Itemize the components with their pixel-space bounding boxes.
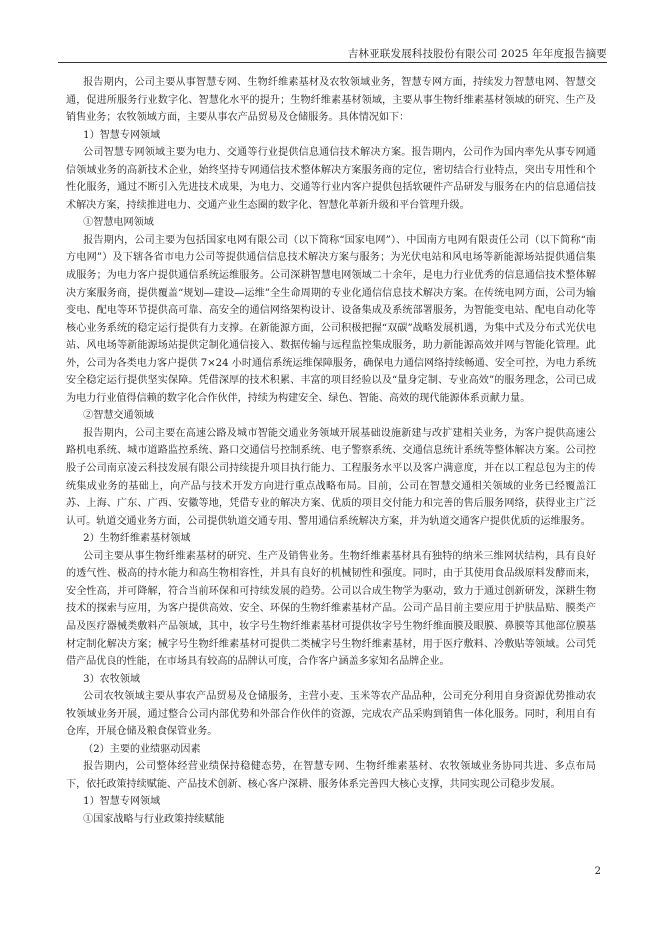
page-header <box>0 0 662 62</box>
paragraph-smart-private-network: 公司智慧专网领域主要为电力、交通等行业提供信息通信技术解决方案。报告期内，公司作为国内率先从事专网通信领域业务的高新技术企业，始终坚持专网通信技术整体解决方案服务商的定位，密切结合行业特点，突出专用性和个性化服务，通过不断引入先进技术成果，为电力、交通等行业内客户提供包括软硬件产品研发与服务在内的信息通信技术解决方案，持续推进电力、交通产业生态圈的数字化、智慧化革新升级和平台管理升级。 <box>66 147 596 211</box>
paragraph-bio-cellulose: 公司主要从事生物纤维素基材的研究、生产及销售业务。生物纤维素基材具有独特的纳米三维网状结构，具有良好的透气性、极高的持水能力和高生物相容性，并具有良好的机械韧性和强度。同时，由于其使用食品级原料发酵而来，安全性高，并可降解，符合当前环保和可持续发展的趋势。公司以合成生物学为驱动，致力于通过创新研发，深耕生物技术的探索与应用，为客户提供高效、安全、环保的生物纤维素基材产品。公司产品目前主要应用于护肤品贴、膜类产品及医疗器械类敷料产品领域，其中，妆字号生物纤维素基材可提供妆字号生物纤维面膜及眼膜、鼻膜等其他部位膜基材定制化解决方案；械字号生物纤维素基材可提供二类械字号生物纤维素基材，用于医疗敷料、冷敷贴等领域。公司凭借产品优良的性能，在市场具有较高的品牌认可度，合作客户涵盖多家知名品牌企业。 <box>66 550 596 668</box>
header-divider <box>58 62 607 63</box>
paragraph-agriculture: 公司农牧领域主要从事农产品贸易及仓储服务，主营小麦、玉米等农产品品种，公司充分利用自身资源优势推动农牧领域业务开展，通过整合公司内部优势和外部合作伙伴的资源，完成农产品采购到销售一体化服务。同时，利用自有仓库，开展仓储及粮食保管业务。 <box>66 691 596 738</box>
heading-performance-drivers: （2）主要的业绩驱动因素 <box>83 743 201 755</box>
heading-policy-empowerment: ①国家战略与行业政策持续赋能 <box>83 813 225 825</box>
heading-agriculture: 3）农牧领域 <box>83 673 141 685</box>
paragraph-smart-grid: 报告期内，公司主要为包括国家电网有限公司（以下简称“国家电网”）、中国南方电网有限责任公司（以下简称“南方电网”）及下辖各省市电力公司等提供通信信息技术解决方案与服务；为光伏电站和风电场等新能源场站提供通信集成服务；为电力客户提供通信系统运维服务。公司深耕智慧电网领域二十余年，是电力行业优秀的信息通信技术整体解决方案服务商，提供覆盖“规划—建设—运维”全生命周期的专业化通信信息技术解决方案。在传统电网方面，公司为输变电、配电等环节提供高可靠、高安全的通信网络架构设计、设备集成及系统部署服务，为智能变电站、配电自动化等核心业务系统的稳定运行提供有力支撑。在新能源方面，公司积极把握“双碳”战略发展机遇，为集中式及分布式光伏电站、风电场等新能源场站提供定制化通信接入、数据传输与远程监控集成服务，助力新能源高效并网与智能化管理。此外，公司为各类电力客户提供 7×24 小时通信系统运维保障服务，确保电力通信网络持续畅通、安全可控，为电力系统安全稳定运行提供坚实保障。凭借深厚的技术积累、丰富的项目经验以及“量身定制、专业高效”的服务理念，公司已成为电力行业值得信赖的数字化合作伙伴，持续为构建安全、绿色、智能、高效的现代能源体系贡献力量。 <box>66 234 596 404</box>
paragraph-intro: 报告期内，公司主要从事智慧专网、生物纤维素基材及农牧领域业务，智慧专网方面，持续发力智慧电网、智慧交通，促进所服务行业数字化、智慧化水平的提升；生物纤维素基材领域，主要从事生物纤维素基材领域的研究、生产及销售业务；农牧领域方面，主要从事农产品贸易及仓储服务。具体情况如下： <box>66 77 596 124</box>
paragraph-performance-drivers: 报告期内，公司整体经营业绩保持稳健态势，在智慧专网、生物纤维素基材、农牧领域业务协同共进、多点布局下，依托政策持续赋能、产品技术创新、核心客户深耕、服务体系完善四大核心支撑，共同实现公司稳步发展。 <box>66 761 596 790</box>
page-number: 2 <box>594 866 601 877</box>
heading-smart-private-network-2: 1）智慧专网领域 <box>83 796 161 808</box>
heading-smart-private-network: 1）智慧专网领域 <box>83 129 161 141</box>
paragraph-smart-traffic: 报告期内，公司主要在高速公路及城市智能交通业务领域开展基础设施新建与改扩建相关业务，为客户提供高速公路机电系统、城市道路监控系统、路口交通信号控制系统、电子警察系统、交通信息统计系统等整体解决方案。公司控股子公司南京凌云科技发展有限公司持续提升项目执行能力、工程服务水平以及客户满意度，并在以工程总包为主的传统集成业务的基础上，向产品与技术开发方向进行重点战略布局。目前，公司在智慧交通相关领域的业务已经覆盖江苏、上海、广东、广西、安徽等地，凭借专业的解决方案、优质的项目交付能力和完善的售后服务网络，获得业主广泛认可。轨道交通业务方面，公司提供轨道交通专用、警用通信系统解决方案，并为轨道交通客户提供优质的运维服务。 <box>66 427 596 527</box>
header-title: 吉林亚联发展科技股份有限公司 2025 年年度报告摘要 <box>347 48 607 60</box>
heading-smart-grid: ①智慧电网领域 <box>83 217 154 229</box>
report-body <box>66 74 596 829</box>
heading-smart-traffic: ②智慧交通领域 <box>83 410 154 422</box>
heading-bio-cellulose: 2）生物纤维素基材领域 <box>83 533 191 545</box>
